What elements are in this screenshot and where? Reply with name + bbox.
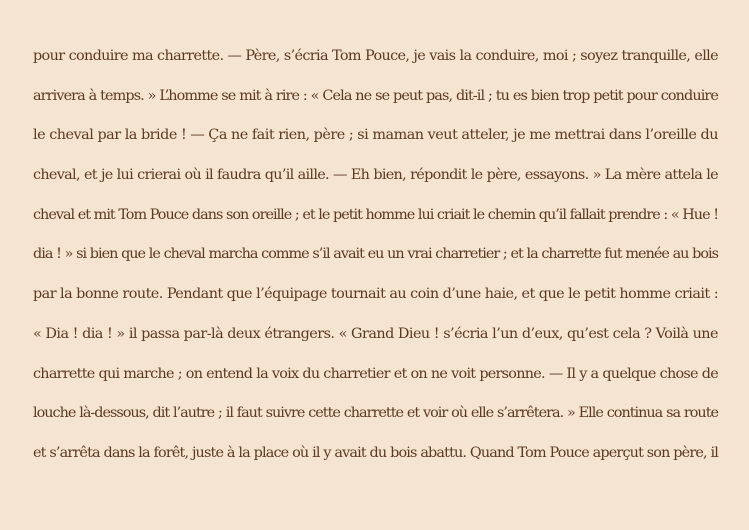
- text-line: et s’arrêta dans la forêt, juste à la place où il y avait du bois abattu. Quand Tom Pouce aperçut son père, il: [33, 444, 718, 461]
- text-line: cheval, et je lui crierai où il faudra qu’il aille. — Eh bien, répondit le père, essayons. » La mère attela le: [33, 167, 718, 184]
- text-line: le cheval par la bride ! — Ça ne fait rien, père ; si maman veut atteler, je me mettrai dans l’oreille du: [33, 127, 718, 144]
- text-line: cheval et mit Tom Pouce dans son oreille ; et le petit homme lui criait le chemin qu’il fallait prendre : « Hue !: [33, 206, 718, 223]
- text-line: pour conduire ma charrette. — Père, s’écria Tom Pouce, je vais la conduire, moi ; soyez tranquille, elle: [33, 48, 718, 64]
- text-line: par la bonne route. Pendant que l’équipage tournait au coin d’une haie, et que le petit homme criait :: [33, 286, 718, 303]
- text-line: arrivera à temps. » L’homme se mit à rire : « Cela ne se peut pas, dit-il ; tu es bien trop petit pour conduire: [33, 87, 718, 104]
- text-line: « Dia ! dia ! » il passa par-là deux étrangers. « Grand Dieu ! s’écria l’un d’eux, qu’est cela ? Voilà une: [33, 325, 718, 342]
- body-text: [33, 37, 718, 474]
- text-line: louche là-dessous, dit l’autre ; il faut suivre cette charrette et voir où elle s’arrêtera. » Elle continua sa route: [33, 405, 718, 422]
- text-line: charrette qui marche ; on entend la voix du charretier et on ne voit personne. — Il y a quelque chose de: [33, 365, 718, 382]
- text-line: dia ! » si bien que le cheval marcha comme s’il avait eu un vrai charretier ; et la charrette fut menée au bois: [33, 246, 718, 263]
